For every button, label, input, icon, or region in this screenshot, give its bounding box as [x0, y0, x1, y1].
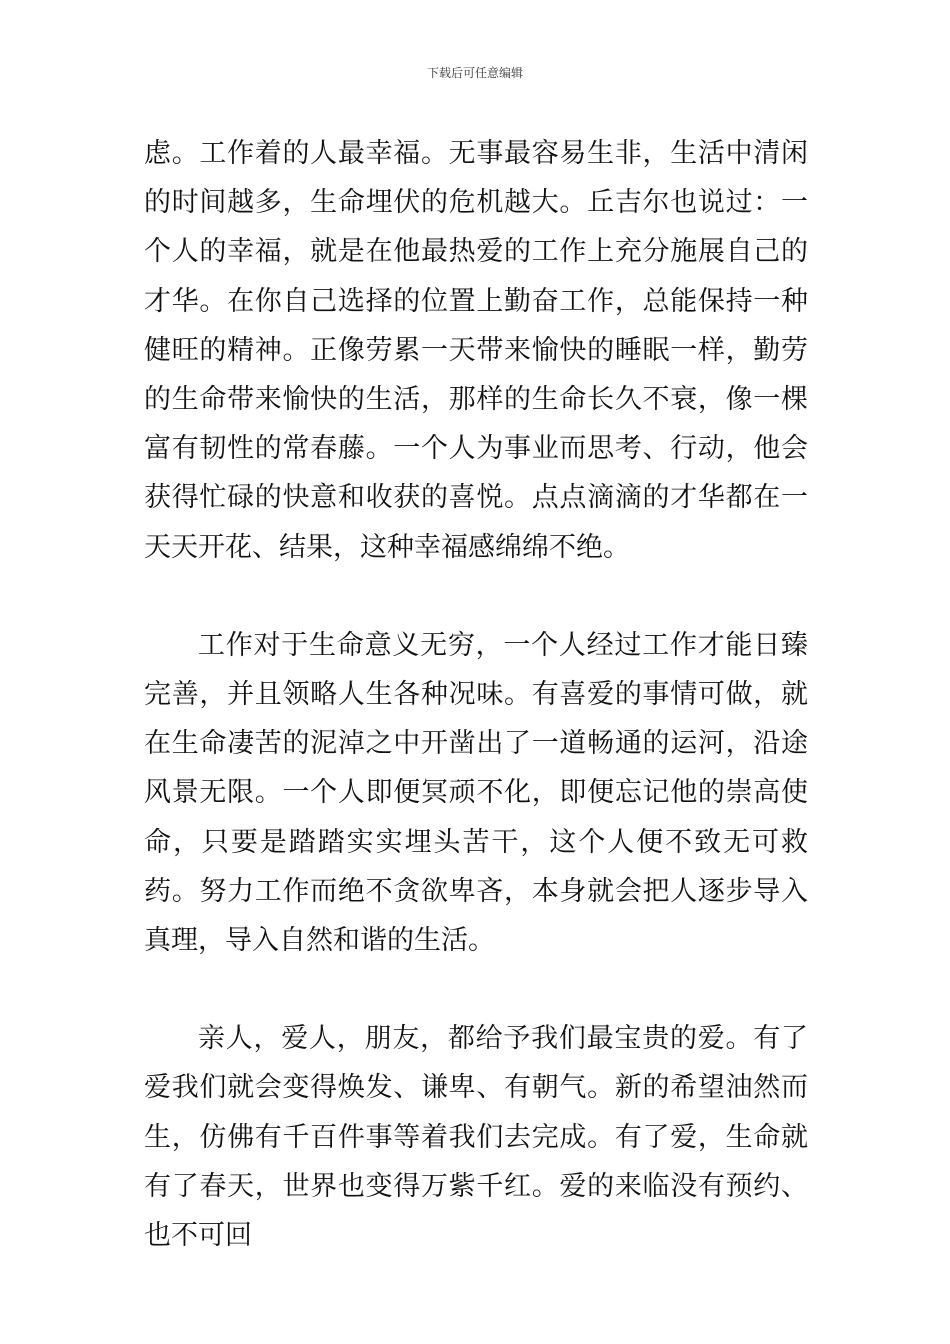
paragraph-3: 亲人，爱人，朋友，都给予我们最宝贵的爱。有了爱我们就会变得焕发、谦卑、有朝气。新的希望油然而生，仿佛有千百件事等着我们去完成。有了爱，生命就有了春天，世界也变得万紫千红。爱的来临没有预约、也不可回 [144, 1023, 808, 1252]
body-text [144, 129, 808, 1260]
page-header: 下载后可任意编辑 [426, 66, 523, 80]
paragraph-2: 工作对于生命意义无穷，一个人经过工作才能日臻完善，并且领略人生各种况味。有喜爱的事情可做，就在生命凄苦的泥淖之中开凿出了一道畅通的运河，沿途风景无限。一个人即便冥顽不化，即便忘记他的崇高使命，只要是踏踏实实埋头苦干，这个人便不致无可救药。努力工作而绝不贪欲卑吝，本身就会把人逐步导入真理，导入自然和谐的生活。 [144, 629, 808, 957]
paragraph-1: 虑。工作着的人最幸福。无事最容易生非，生活中清闲的时间越多，生命埋伏的危机越大。丘吉尔也说过：一个人的幸福，就是在他最热爱的工作上充分施展自己的才华。在你自己选择的位置上勤奋工作，总能保持一种健旺的精神。正像劳累一天带来愉快的睡眠一样，勤劳的生命带来愉快的生活，那样的生命长久不衰，像一棵富有韧性的常春藤。一个人为事业而思考、行动，他会获得忙碌的快意和收获的喜悦。点点滴滴的才华都在一天天开花、结果，这种幸福感绵绵不绝。 [144, 138, 808, 563]
